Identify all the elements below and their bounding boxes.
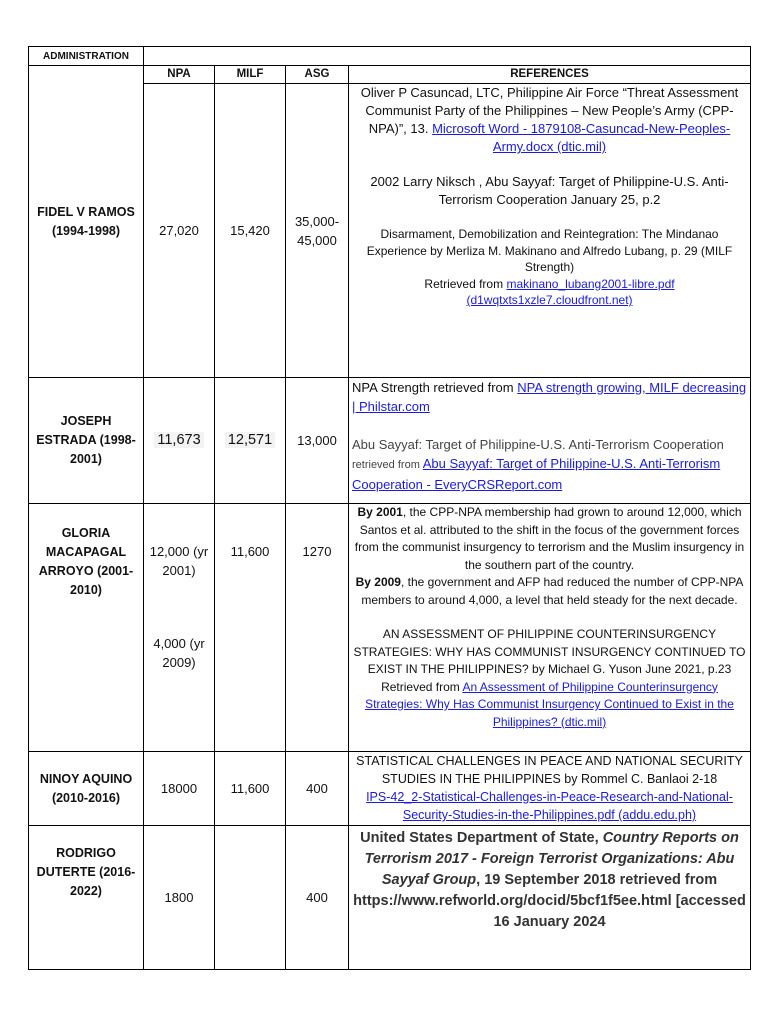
row-asg-ramos: 35,000-45,000 [286, 84, 349, 378]
row-npa-estrada [144, 378, 215, 504]
row-ref-arroyo [349, 504, 751, 752]
row-npa-aquino: 18000 [144, 752, 215, 826]
row-milf-aquino: 11,600 [215, 752, 286, 826]
row-ref-aquino [349, 752, 751, 826]
header-npa: NPA [144, 66, 215, 84]
ref-text: AN ASSESSMENT OF PHILIPPINE COUNTERINSURGENCY STRATEGIES: WHY HAS COMMUNIST INSURGENCY CONTINUED TO EXIST IN THE PHILIPPINES? by Michael G. Yuson June 2021, p.23 [353, 627, 746, 676]
row-admin-ramos: FIDEL V RAMOS (1994-1998) [29, 66, 144, 378]
row-ref-duterte [349, 826, 751, 970]
header-blank [144, 47, 751, 66]
ref-link-makinano[interactable]: makinano_lubang2001-libre.pdf (d1wqtxts1xzle7.cloudfront.net) [466, 276, 675, 307]
row-milf-arroyo: 11,600 [215, 504, 286, 752]
row-npa-duterte: 1800 [144, 826, 215, 970]
row-npa-ramos: 27,020 [144, 84, 215, 378]
npa-value-2009: 4,000 (yr 2009) [153, 636, 205, 670]
milf-value: 12,571 [225, 432, 275, 448]
ref-text: Oliver P Casuncad, LTC, Philippine Air Force “Threat Assessment Communist Party of the Philippines – New People’s Army (CPP-NPA)”, 13. [360, 85, 739, 136]
ref-text: United States Department of State, [360, 830, 599, 846]
ref-text: STATISTICAL CHALLENGES IN PEACE AND NATIONAL SECURITY STUDIES IN THE PHILIPPINES by Rommel C. Banlaoi 2-18 [356, 754, 743, 786]
row-milf-duterte [215, 826, 286, 970]
row-admin-duterte: RODRIGO DUTERTE (2016-2022) [29, 826, 144, 970]
ref-text: Retrieved from [424, 276, 504, 291]
row-ref-estrada [349, 378, 751, 504]
ref-text: Disarmament, Demobilization and Reintegration: The Mindanao Experience by Merliza M. Makinano and Alfredo Lubang, p. 29 (MILF Strength) [366, 227, 733, 274]
ref-text: , the government and AFP had reduced the number of CPP-NPA members to around 4,000, a level that held steady for the next decade. [361, 575, 744, 607]
header-references: REFERENCES [349, 66, 751, 84]
ref-link-casuncad[interactable]: Microsoft Word - 1879108-Casuncad-New-Peoples-Army.docx (dtic.mil) [432, 121, 731, 154]
ref-link-philstar[interactable]: NPA strength growing, MILF decreasing | Philstar.com [352, 380, 747, 414]
row-npa-arroyo [144, 504, 215, 752]
ref-italic: Country Reports on Terrorism 2017 - Foreign Terrorist Organizations: Abu Sayyaf Group [364, 830, 739, 888]
row-admin-aquino: NINOY AQUINO (2010-2016) [29, 752, 144, 826]
ref-link-banlaoi[interactable]: IPS-42_2-Statistical-Challenges-in-Peace-Research-and-National-Security-Studies-in-the-Philippines.pdf (addu.edu.ph) [366, 790, 733, 822]
ref-bold: By 2009 [355, 575, 401, 589]
npa-value: 11,673 [154, 432, 203, 448]
administration-table [28, 46, 751, 970]
ref-bold: By 2001 [357, 505, 403, 519]
row-asg-arroyo: 1270 [286, 504, 349, 752]
header-milf: MILF [215, 66, 286, 84]
ref-text: , 19 September 2018 retrieved from https://www.refworld.org/docid/5bcf1f5ee.html [accessed 16 January 2024 [353, 872, 746, 930]
row-admin-arroyo: GLORIA MACAPAGAL ARROYO (2001-2010) [29, 504, 144, 752]
ref-text: Abu Sayyaf: Target of Philippine-U.S. Anti-Terrorism Cooperation [352, 437, 724, 452]
ref-link-everycrs[interactable]: Abu Sayyaf: Target of Philippine-U.S. Anti-Terrorism Cooperation - EveryCRSReport.com [352, 456, 721, 492]
header-administration: ADMINISTRATION [29, 47, 144, 66]
row-milf-ramos: 15,420 [215, 84, 286, 378]
row-ref-ramos [349, 84, 751, 378]
row-admin-estrada: JOSEPH ESTRADA (1998-2001) [29, 378, 144, 504]
ref-text: Retrieved from [381, 679, 460, 694]
ref-link-yuson[interactable]: An Assessment of Philippine Counterinsurgency Strategies: Why Has Communist Insurgency Continued to Exist in the Philippines? (dtic.mil) [365, 679, 734, 729]
npa-value-2001: 12,000 (yr 2001) [149, 544, 209, 578]
ref-text: , the CPP-NPA membership had grown to around 12,000, which Santos et al. attributed to the shift in the focus of the government forces from the communist insurgency to terrorism and the Muslim insurgency in the southern part of the country. [354, 505, 745, 572]
ref-text: NPA Strength retrieved from [352, 380, 514, 395]
row-asg-aquino: 400 [286, 752, 349, 826]
header-asg: ASG [286, 66, 349, 84]
row-asg-duterte: 400 [286, 826, 349, 970]
row-asg-estrada: 13,000 [286, 378, 349, 504]
ref-text: 2002 Larry Niksch , Abu Sayyaf: Target of Philippine-U.S. Anti-Terrorism Cooperation January 25, p.2 [370, 174, 729, 207]
ref-text: retrieved from [352, 459, 420, 471]
row-milf-estrada [215, 378, 286, 504]
